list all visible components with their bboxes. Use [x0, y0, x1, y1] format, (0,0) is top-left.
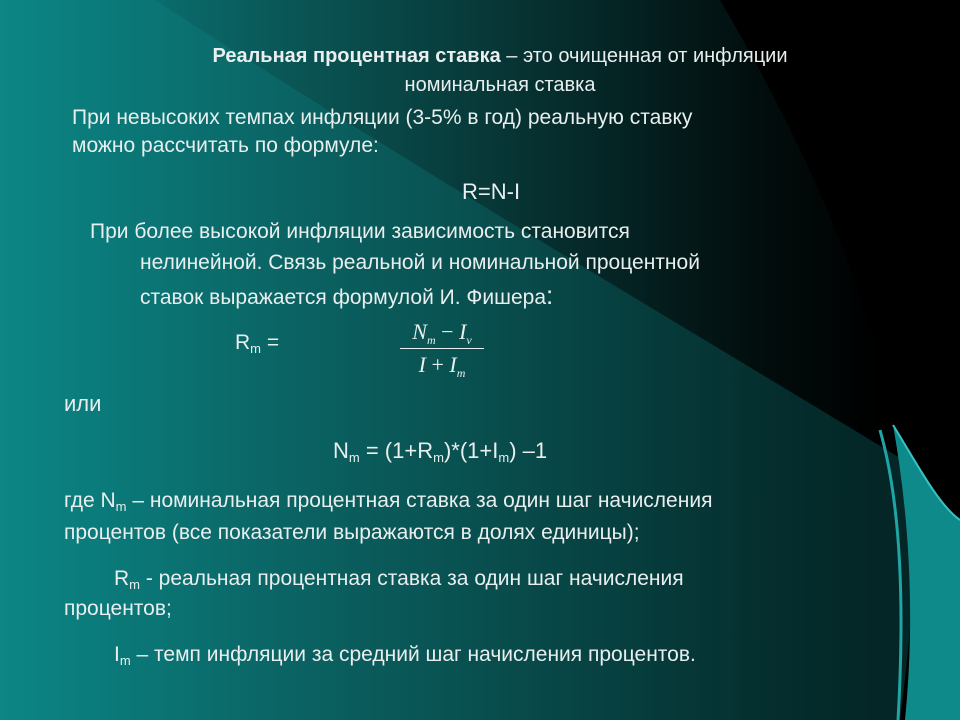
para1-line1: При невысоких темпах инфляции (3-5% в год) реальную ставку [72, 106, 693, 129]
def-im-line: $I_m$ – темп инфляции за средний шаг начисления процентов. [114, 643, 696, 668]
def-rm-line1: $R_m$ - реальная процентная ставка за один шаг начисления [114, 567, 684, 592]
def-rm-line2: процентов; [64, 597, 172, 620]
or-word: или [64, 391, 102, 416]
fraction-denominator: $I + I_m$ [418, 352, 466, 380]
para2-line1: При более высокой инфляции зависимость становится [90, 220, 630, 243]
fraction-bar [400, 348, 484, 349]
fisher-fraction [398, 318, 486, 379]
title-bold: Реальная процентная ставка [212, 45, 501, 67]
fraction-numerator: $N_m - I_v$ [412, 319, 472, 347]
slide-title [0, 42, 960, 70]
para2-line3: ставок выражается формулой И. Фишера: [140, 280, 554, 310]
formula-fisher-alt: $N_m = (1+R_m)*(1+I_m)$ –1 [333, 438, 548, 465]
def-nm-line2: процентов (все показатели выражаются в долях единицы); [64, 521, 640, 544]
def-nm-line1: где $N_m$ – номинальная процентная ставка за один шаг начисления [64, 489, 713, 514]
slide-title-line2: номинальная ставка [404, 74, 596, 96]
formula-simple: R=N-I [462, 179, 521, 204]
para2-line2: нелинейной. Связь реальной и номинальной процентной [140, 251, 700, 274]
para1-line2: можно рассчитать по формуле: [72, 134, 379, 157]
title-rest: – это очищенная от инфляции [500, 45, 788, 67]
fisher-lhs: $R_m$ = [235, 331, 280, 356]
para2-colon: : [546, 280, 554, 310]
